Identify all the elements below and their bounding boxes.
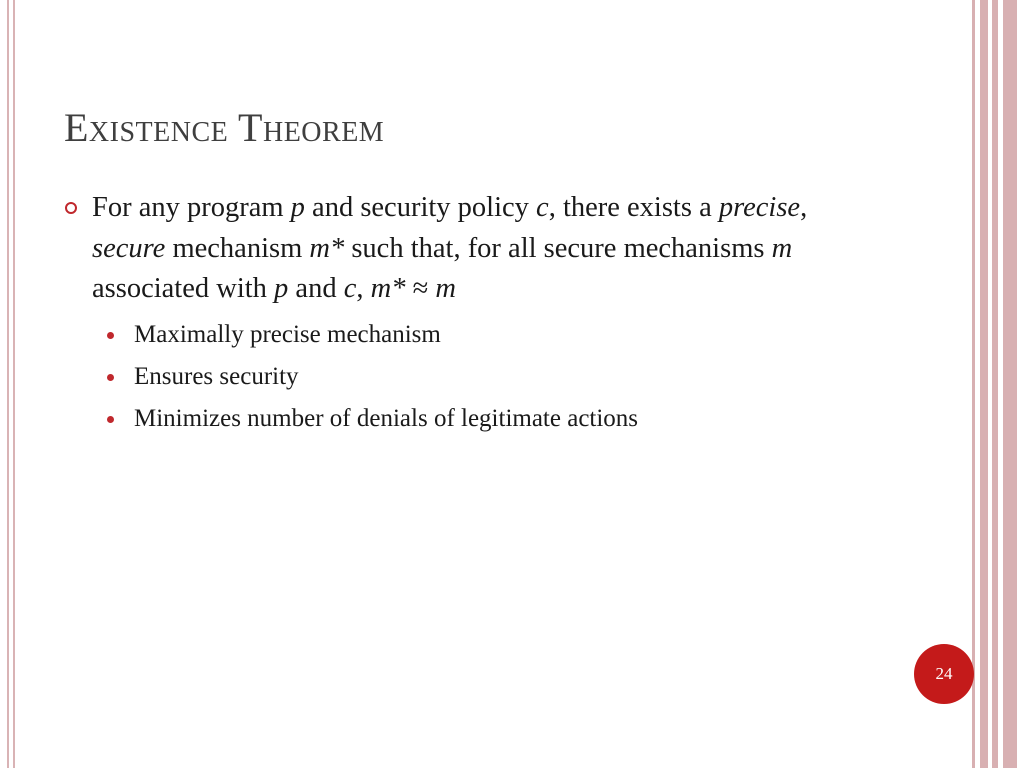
page-number-badge — [914, 644, 974, 704]
dot-bullet-icon — [107, 416, 114, 423]
math-variable: c — [536, 192, 549, 223]
ring-bullet-icon — [65, 202, 77, 214]
text-segment: , — [800, 192, 808, 223]
sub-bullet-text: Minimizes number of denials of legitimate actions — [134, 404, 639, 432]
math-variable: p — [290, 192, 305, 223]
dot-bullet-icon — [107, 374, 114, 381]
main-bullet-text — [92, 192, 807, 304]
math-variable: c — [343, 273, 357, 304]
text-segment: mechanism — [165, 232, 310, 264]
math-variable: precise — [718, 192, 801, 223]
sub-bullet-text: Maximally precise mechanism — [134, 320, 441, 348]
stripe-2 — [980, 0, 988, 768]
math-variable: m* — [309, 232, 345, 264]
text-segment: , there exists a — [548, 192, 719, 223]
sub-bullet — [104, 362, 874, 392]
right-decorative-stripes — [970, 0, 1024, 768]
main-bullet — [64, 188, 874, 310]
math-variable: p — [274, 273, 289, 304]
page-number-text: 24 — [935, 664, 953, 683]
math-variable: m* — [370, 273, 406, 304]
slide-title: Existence Theorem — [64, 105, 385, 150]
text-segment: ≈ — [405, 273, 436, 304]
slide-content — [64, 188, 874, 446]
dot-bullet-icon — [107, 332, 114, 339]
sub-bullet — [104, 320, 874, 350]
left-border-line-inner — [13, 0, 15, 768]
text-segment: , — [356, 273, 371, 304]
stripe-1 — [972, 0, 975, 768]
text-segment: and — [288, 273, 344, 304]
sub-bullet-list — [64, 320, 874, 434]
math-variable: m — [435, 273, 456, 304]
text-segment: such that, for all secure mechanisms — [344, 232, 772, 264]
text-segment: For any program — [92, 192, 291, 223]
text-segment: and security policy — [304, 192, 537, 223]
sub-bullet-text: Ensures security — [134, 362, 299, 390]
math-variable: secure — [92, 232, 166, 264]
left-border-line-outer — [7, 0, 9, 768]
math-variable: m — [771, 232, 793, 264]
stripe-3 — [992, 0, 998, 768]
stripe-4 — [1003, 0, 1017, 768]
sub-bullet — [104, 404, 874, 434]
text-segment: associated with — [92, 273, 275, 304]
